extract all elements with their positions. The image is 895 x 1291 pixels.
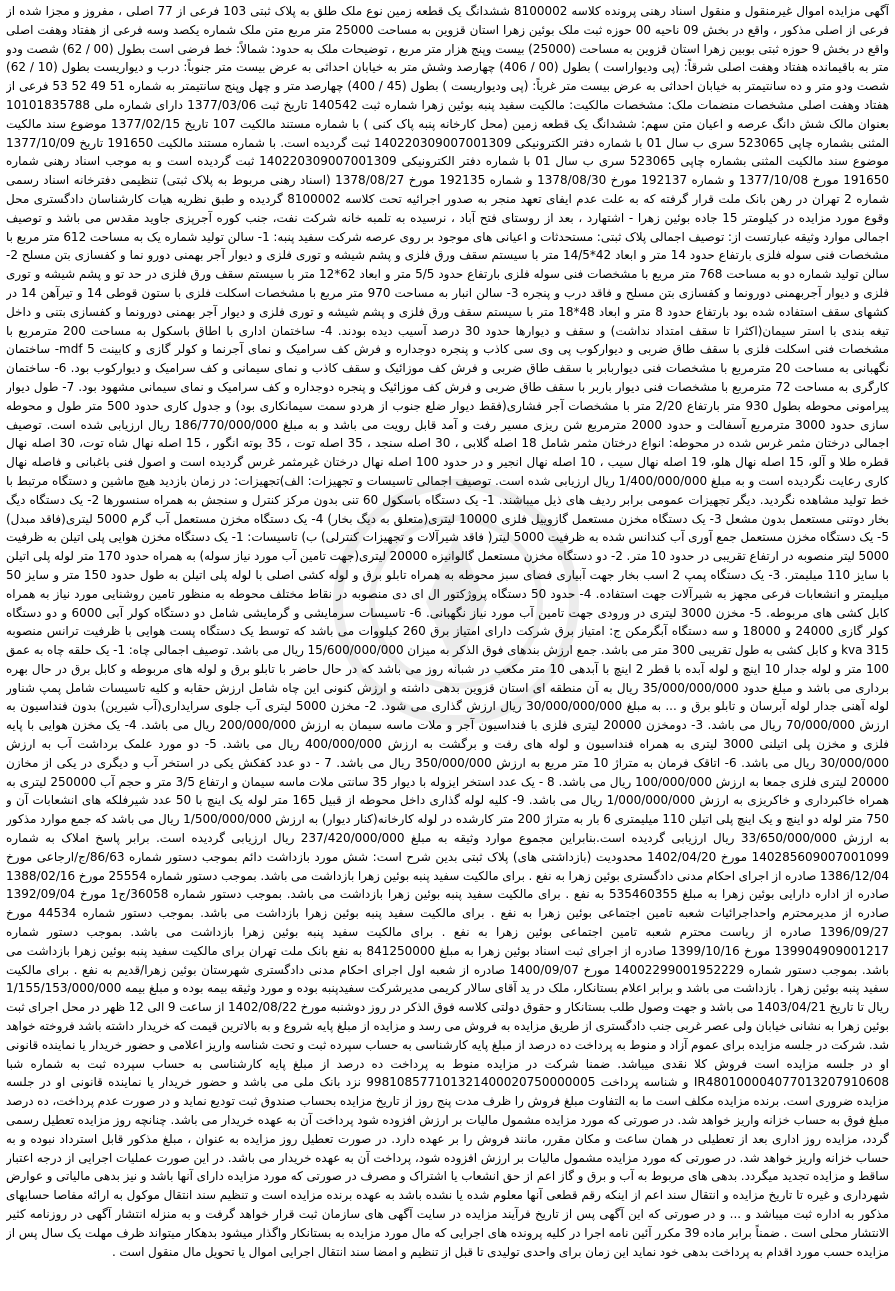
auction-notice-text: آگهی مزایده اموال غیرمنقول و منقول اسناد رهنی پرونده کلاسه 8100002 ششدانگ یک قطعه زمین نوع ملک طلق به پلاک ثبتی 103 فرعی از 77 اصلی ، مفروز و مجزا شده از فرعی از اصلی مذکور ، واقع در بخش 09 ناحیه 00 حوزه ثبت ملک بوئین زهرا استان قزوین به مساحت 25000 متر مربع متن ملک شماره یکصد وسه فرعی از هفتاد وهفت اصلی واقع در بخش 9 حوزه ثبتی بوبین زهرا استان قزوین به مساحت (25000) بیست وپنج هزار متر مربع ، توضیحات ملک به حدود: شمالاً: خط فرضی است بطول (00 / 62) شصت ودو متر به باقیمانده هفتاد وهفت اصلی شرقاً: (پی ودیواراست ) بطول (00 / 406) چهارصد وشش متر به خیابان احداثی به عرض بیست متر جنوباً: درب و دیواریست بطول (10 / 62) شصت ودو متر و ده سانتیمتر به خیابان احداثی به عرض بیست متر غرباً: (پی ودیواریست ) بطول (45 / 400) چهارصد متر و چهل وپنج سانتیمتر به شماره 51 49 52 53 فرعی از هفتاد وهفت اصلی مشخصات منضمات ملک: مشخصات مالکیت: مالکیت سفید پنبه بوئین زهرا شماره ثبت 140542 تاریخ ثبت 1377/03/06 دارای شماره ملی 10101835788 بعنوان مالک شش دانگ عرصه و اعیان متن سهم: ششدانگ یک قطعه زمین (محل کارخانه پنبه پاک کنی ) با شماره مستند مالکیت 107 تاریخ 1377/02/15 موضوع سند مالکیت المثنی بشماره چاپی 523065 سری ب سال 01 با شماره دفتر الکترونیکی 140220309007001309 ثبت گردیده است. با شماره مستند مالکیت 191650 تاریخ 1377/10/09 موضوع سند مالکیت المثنی بشماره چاپی 523065 سری ب سال 01 با شماره دفتر الکترونیکی 140220309007001309 ثبت گردیده است و به موجب اسناد رهنی شماره 191650 مورخ 1377/10/08 و شماره 192137 مورخ 1378/08/30 و شماره 192135 مورخ 1378/08/27 (اسناد رهنی مربوط به پلاک ثبتی) تنظیمی دفترخانه اسناد رسمی شماره 2 تهران در رهن بانک ملت قرار گرفته که به علت عدم ایفای تعهد منجر به صدور اجرائیه تحت کلاسه 8100002 گردیده و طبق نظریه هیات کارشناسان دادگستری محل وقوع مورد مزایده در کیلومتر 15 جاده بوئین زهرا - اشتهارد ، بعد از روستای فتح آباد ، نرسیده به تلمبه خانه شرکت نفت، جنب کوره آجرپزی جاوید مقدس می باشد و توصیف اجمالی موارد وثیقه عبارتست از: توصیف اجمالی پلاک ثبتی: مستحدثات و اعیانی های موجود بر روی عرصه شرکت سفید پنبه: 1- سالن تولید شماره یک به مساحت 612 متر مربع با مشخصات فنی سوله فلزی بارتفاع حدود 14 متر و ابعاد 42*14/5 متر با سیستم سقف ورق فلزی و پشم شیشه و توری فلزی و دیوار آجر بهمنی دورو نما و کفسازی بتن مسلح 2- سالن تولید شماره دو به مساحت 768 متر مربع با مشخصات فنی سوله فلزی بارتفاع حدود 5/5 متر و ابعاد 62*12 متر با سیستم سقف ورق فلزی در حد تو و پشم شیشه و توری فلزی و دیوار آجربهمنی دورونما و کفسازی بتن مسلح و فاقد درب و پنجره 3- سالن انبار به مساحت 970 متر مربع با مشخصات اسکلت فلزی با ستون قوطی 14 و تیرآهن 14 در کشهای سقف استفاده شده بود بارتفاع حدود 8 متر و ابعاد 48*18 متر با سیستم سقف ورق فلزی و پشم شیشه و توری فلزی و دیوار آجر بهمنی دورونما و کفسازی بتنی و داخل تیغه بندی با استر سیمان(اکثرا تا سقف امتداد نداشت) و سقف و دیوارها حدود 30 درصد آسیب دیده بودند. 4- ساختمان اداری با اطاق باسکول به مساحت 200 مترمربع با مشخصات فنی اسکلت فلزی با سقف طاق ضربی و دیوارکوب پی وی سی کاذب و پنجره دوجداره و فرش کف سرامیک و نمای آجرنما و کولر گازی و کابینت mdf 5- ساختمان نگهبانی به مساحت 20 مترمربع با مشخصات فنی دیواربابر با سقف طاق ضربی و فرش کف موزائیک و سقف کاذب و نمای سیمانی و کف سرامیک و دیوارکوب بود. 6- ساختمان کارگری به مساحت 72 مترمربع با مشخصات فنی دیوار باربر با سقف طاق ضربی و فرش کف موزائیک و پنجره دوجداره و کف سرامیک و نمای سیمانی مشهود بود. 7- طول دیوار پیرامونی محوطه بطول 930 متر بارتفاع 2/20 متر با مشخصات آجر فشاری(فقط دیوار ضلع جنوب از هردو سمت سیمانکاری بود) و جدول کاری حدود 500 متر طول و محوطه سازی حدود 3000 مترمربع آسفالت و حدود 2000 مترمربع شن ریزی مسیر رفت و آمد قابل رویت می باشد و به مبلغ 186/770/000/000 ریال ارزیابی شده است. توصیف اجمالی درختان مثمر غرس شده در محوطه: انواع درختان مثمر شامل 18 اصله گلابی ، 30 اصله سنجد ، 35 اصله توت ، 35 بوته انگور ، 15 اصله نهال شاه توت، 30 اصله نهال قطره طلا و آلو، 15 اصله نهال هلو، 19 اصله نهال سیب ، 10 اصله نهال انجیر و در حدود 100 اصله نهال درختان غیرمثمر غرس گردیده است و اصول فنی باغبانی و فاصله نهال کاری رعایت نگردیده است و به مبلغ 1/400/000/000 ریال ارزیابی شده است. توصیف اجمالی تاسیسات و تجهیزات: الف)تجهیزات: در زمان بازدید هیچ ماشین و دستگاه مرتبط با خط تولید مشاهده نگردید. دیگر تجهیزات عمومی برابر ردیف های ذیل میباشند. 1- یک دستگاه باسکول 60 تنی بدون مرکز کنترل و سنجش به همراه سنسورها 2- یک دستگاه دیگ بخار دوتنی مستعمل بدون مشعل 3- یک دستگاه مخزن مستعمل گازوییل فلزی 10000 لیتری(متعلق به دیگ بخار) 4- یک دستگاه مخزن مستعمل آب گرم 5000 لیتری(فاقد مبدل) 5- یک دستگاه مخزن مستعمل جمع آوری آب کندانس شده به ظرفیت 5000 لیتر( فاقد شیرآلات و تجهیزات کنترلی) ب) تاسیسات: 1- یک دستگاه مخزن هوایی پلی اتیلن به ظرفیت 5000 لیتر منصوبه در ارتفاع تقریبی در حدود 10 متر. 2- دو دستگاه مخزن مستعمل گالوانیزه 20000 لیتری(جهت تامین آب مورد نیاز سوله) به همراه حدود 170 متر لوله پلی اتیلن با سایز 110 میلیمتر. 3- یک دستگاه پمپ 2 اسب بخار جهت آبیاری فضای سبز محوطه به همراه تابلو برق و لوله کشی اصلی با لوله پلی اتیلن به طول حدود 150 متر و سایز 50 میلیمتر و انشعابات فرعی مجهز به شیرآلات جهت استفاده. 4- حدود 50 دستگاه پروژکتور ال ای دی منصوبه در نقاط مختلف محوطه به منظور تامین روشنایی مورد نیاز به همراه کابل کشی های مربوطه. 5- مخزن 3000 لیتری در ورودی جهت تامین آب مورد نیاز نگهبانی. 6- تاسیسات سرمایشی و گرمایشی شامل دو دستگاه کولر آبی 6000 و دو دستگاه کولر گازی 24000 و 18000 و سه دستگاه آبگرمکن ج: امتیاز برق شرکت دارای امتیاز برق 260 کیلووات می باشد که توسط یک دستگاه پست هوایی با ظرفیت ترانس منصوبه 315 kva و کابل کشی به طول تقریبی 300 متر می باشد. جمع ارزش بندهای فوق الذکر به میزان 15/600/000/000 ریال می باشد. توصیف اجمالی چاه: 1- یک حلقه چاه به عمق 100 متر و لوله جدار 10 اینچ و لوله آبده با قطر 2 اینچ با آبدهی 10 متر مکعب در شبانه روز می باشد که در حال حاضر با تابلو برق و لوله های مربوطه و کابل برق در حال بهره برداری می باشد و مبلغ حدود 35/000/000/000 ریال به آن منطقه ای استان قزوین بدهی داشته و ارزش کنونی این چاه شامل ارزش حقابه و کلیه تاسیسات شامل پمپ شناور لوله آهنی جدار لوله آبرسان و تابلو برق و ... به مبلغ 30/000/000/000 ریال ارزش گذاری می شود. 2- مخزن 5000 لیتری آب جلوی سرایداری(آب شیرین) بدون فنداسیون به ارزش 70/000/000 ریال می باشد. 3- دومخزن 20000 لیتری فلزی با فنداسیون آجر و ملات ماسه سیمان به ارزش 200/000/000 ریال می باشد. 4- یک مخزن هوایی با پایه فلزی و مخزن پلی اتیلنی 3000 لیتری به همراه فنداسیون و لوله های رفت و برگشت به ارزش 400/000/000 ریال می باشد. 5- دو مورد علمک برداشت آب به ارزش 30/000/000 ریال می باشد. 6- اتاقک فرمان به متراژ 10 متر مربع به ارزش 350/000/000 ریال می باشد. 7 - دو عدد کفکش یکی در استخر آب و دیگری در یکی از مخازن 20000 لیتری فلزی جمعا به ارزش 100/000/000 ریال می باشد. 8 - یک عدد استخر ایزوله با دیوار 35 سانتی ملات ماسه سیمان و ارتفاع 3/5 متر و حجم آب 250000 لیتری به همراه خاکبرداری و خاکریزی به ارزش 1/000/000/000 ریال می باشد. 9- کلیه لوله گذاری داخل محوطه از قبیل 165 متر لوله یک اینچ با 50 عدد شیرفلکه های انشعابات آن و 750 متر لوله دو اینچ و یک اینچ پلی اتیلن 110 میلیمتری 6 بار به متراژ 200 متر کارشده در لوله کارخانه(کنار دیوار) به ارزش 1/500/000/000 ریال می باشد که جمع موارد مذکور به ارزش 33/650/000/000 ریال ارزیابی گردیده است.بنابراین مجموع موارد وثیقه به مبلغ 237/420/000/000 ریال ارزیابی گردیده است. برابر پاسخ املاک به شماره 140285609007001099 مورخ 1402/04/20 محدودیت (بازداشتی های) پلاک ثبتی بدین شرح است: شش مورد بازداشت دائم بموجب دستور شماره 86/63/ج/ارجاعی مورخ 1386/12/04 صادره از اجرای احکام مدنی دادگستری بوئین زهرا به نفع . برای مالکیت سفید پنبه بوئین زهرا بازداشت می باشد. بموجب دستور شماره 25554 مورخ 1388/02/16 صادره از اداره دارایی بوئین زهرا به مبلغ 535460355 به نفع . برای مالکیت سفید پنبه بوئین زهرا بازداشت می باشد. بموجب دستور شماره 36058/ج1 مورخ 1392/09/04 صادره از مدیرمحترم واحداجرائیات شعبه تامین اجتماعی بوئین زهرا به نفع . برای مالکیت سفید پنبه بوئین زهرا بازداشت می باشد. بموجب دستور شماره 44534 مورخ 1396/09/27 صادره از ریاست محترم شعبه تامین اجتماعی بوئین زهرا به نفع . برای مالکیت سفید پنبه بوئین زهرا بازداشت می باشد. بموجب دستور شماره 139904909001217 مورخ 1399/10/16 صادره از اجرای ثبت اسناد بوئین زهرا به مبلغ 841250000 به نفع بانک ملت تهران برای مالکیت سفید پنبه بوئین زهرا بازداشت می باشد. بموجب دستور شماره 14002299001952229 مورخ 1400/09/07 صادره از شعبه اول اجرای احکام مدنی دادگستری شهرستان بوئین زهرا/قدیم به نفع . برای مالکیت سفید پنبه بوئین زهرا . بازداشت می باشد و برابر اعلام بستانکار، ملک در ید آقای سالار کریمی مدیرشرکت سفیدپنبه بوده و مورد وثیقه بیمه بوده و مبلغ بیمه 1/155/153/000/000 ریال تا تاریخ 1403/04/21 می باشد و جهت وصول طلب بستانکار و حقوق دولتی کلاسه فوق الذکر در روز دوشنبه مورخ 1402/08/22 از ساعت 9 الی 12 ظهر در محل اجرای ثبت بوئین زهرا به نشانی خیابان ولی عصر غربی جنب دادگستری از طریق مزایده به فروش می رسد و مزایده از مبلغ پایه شروع و به بالاترین قیمت که خریدار داشته باشد فروخته خواهد شد. شرکت در جلسه مزایده برای عموم آزاد و منوط به پرداخت ده درصد از مبلغ پایه کارشناسی به حساب سپرده ثبت و تحت شناسه واریز اعلامی و حضور خریدار یا نماینده قانونی او در جلسه مزایده است فروش کلا نقدی میباشد. ضمنا شرکت در مزایده منوط به پرداخت ده درصد از مبلغ پایه کارشناسی به حساب سپرده ثبت به شماره شبا IR480100004077013207910608 و شناسه پرداخت 998108577101321400020750000005 نزد بانک ملی می باشد و حضور خریدار یا نماینده قانونی او در جلسه مزایده ضروری است. برنده مزایده مکلف است ما به التفاوت مبلغ فروش را ظرف مدت پنج روز از تاریخ مزایده بحساب صندوق ثبت تودیع نماید و در صورت عدم پرداخت، ده درصد مبلغ فوق به حساب خزانه واریز خواهد شد. در صورتی که مورد مزایده مشمول مالیات بر ارزش افزوده شود پرداخت آن به عهده خریدار می باشد. چنانچه روز مزایده تعطیل رسمی گردد، مزایده روز اداری بعد از تعطیلی در همان ساعت و مکان مقرر، مانند فروش را بر عهده دارد. در صورت تعطیل روز مزایده به عنوان ، مبلغ مذکور قابل استرداد نبوده و به حساب خزانه واریز خواهد شد. در صورتی که مورد مزایده مشمول مالیات بر ارزش افزوده شود، پرداخت آن به عهده خریدار می باشد. در این صورت عملیات اجرایی از درجه اعتبار ساقط و مزایده تجدید میگردد. بدهی های مربوط به آب و برق و گاز اعم از حق انشعاب یا اشتراک و مصرف در صورتی که مورد مزایده دارای آنها باشد و نیز بدهی مالیاتی و عوارض شهرداری و غیره تا تاریخ مزایده و انتقال سند اعم از اینکه رقم قطعی آنها معلوم شده یا نشده باشد به عهده برنده مزایده است و تنظیم سند انتقال موکول به ارائه مفاصا حسابهای مذکور به اداره ثبت میباشد و ... و در صورتی که این آگهی پس از تاریخ فرآیند مزایده در سایت آگهی های سازمان ثبت قرار خواهد گرفت و به منزله انتشار آگهی در روزنامه کثیر الانتشار محلی است . ضمناً برابر ماده 39 مکرر آئین نامه اجرا در کلیه پرونده های اجرایی که مال مورد مزایده به بستانکار واگذار میشود بدهکار میتواند ظرف مهلت یک سال پس از مزایده حسب مورد اقدام به پرداخت بدهی خود نماید این زمان برای واحدی تولیدی تا قبل از تنظیم و امضا سند انتقال اجرایی اموال یا تحویل مال منقول است . (6, 4, 889, 1259)
auction-notice-page (6, 2, 889, 1288)
